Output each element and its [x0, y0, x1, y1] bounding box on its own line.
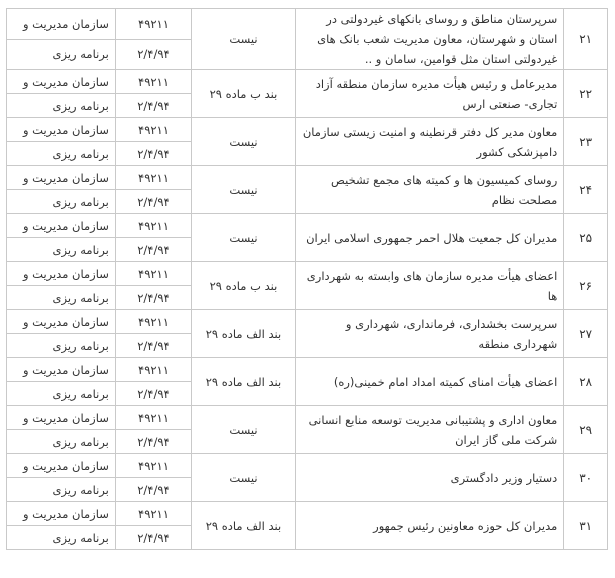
date-cell: ۲/۴/۹۴: [115, 478, 191, 502]
organization-cell-line2: برنامه ریزی: [7, 142, 116, 166]
position-title-cell: دستیار وزیر دادگستری: [295, 454, 563, 502]
position-title-cell: مدیران کل حوزه معاونین رئیس جمهور: [295, 502, 563, 550]
row-number-cell: ۲۷: [564, 310, 608, 358]
table-row: [7, 502, 608, 526]
date-cell: ۲/۴/۹۴: [115, 430, 191, 454]
organization-cell-line1: سازمان مدیریت و: [7, 118, 116, 142]
law-clause-cell: بند ب ماده ۲۹: [192, 262, 296, 310]
row-number-cell: ۳۰: [564, 454, 608, 502]
row-number-cell: ۲۶: [564, 262, 608, 310]
table-row: [7, 118, 608, 142]
date-cell: ۲/۴/۹۴: [115, 190, 191, 214]
table-row: [7, 406, 608, 430]
date-cell: ۲/۴/۹۴: [115, 142, 191, 166]
organization-cell-line1: سازمان مدیریت و: [7, 9, 116, 40]
law-clause-cell: نیست: [192, 406, 296, 454]
law-clause-cell: بند الف ماده ۲۹: [192, 310, 296, 358]
organization-cell-line1: سازمان مدیریت و: [7, 358, 116, 382]
organization-cell-line2: برنامه ریزی: [7, 382, 116, 406]
table-row: [7, 358, 608, 382]
letter-number-cell: ۴۹۲۱۱: [115, 118, 191, 142]
date-cell: ۲/۴/۹۴: [115, 334, 191, 358]
organization-cell-line1: سازمان مدیریت و: [7, 454, 116, 478]
letter-number-cell: ۴۹۲۱۱: [115, 70, 191, 94]
date-cell: ۲/۴/۹۴: [115, 94, 191, 118]
position-title-cell: اعضای هیأت مدیره سازمان های وابسته به شهرداری ها: [295, 262, 563, 310]
organization-cell-line2: برنامه ریزی: [7, 526, 116, 550]
table-body: [7, 9, 608, 550]
letter-number-cell: ۴۹۲۱۱: [115, 9, 191, 40]
organization-cell-line2: برنامه ریزی: [7, 478, 116, 502]
row-number-cell: ۲۲: [564, 70, 608, 118]
table-row: [7, 70, 608, 94]
organization-cell-line1: سازمان مدیریت و: [7, 70, 116, 94]
organization-cell-line1: سازمان مدیریت و: [7, 262, 116, 286]
letter-number-cell: ۴۹۲۱۱: [115, 166, 191, 190]
organization-cell-line1: سازمان مدیریت و: [7, 502, 116, 526]
law-clause-cell: بند الف ماده ۲۹: [192, 502, 296, 550]
letter-number-cell: ۴۹۲۱۱: [115, 214, 191, 238]
row-number-cell: ۲۳: [564, 118, 608, 166]
officials-table: [6, 8, 608, 550]
organization-cell-line1: سازمان مدیریت و: [7, 214, 116, 238]
organization-cell-line1: سازمان مدیریت و: [7, 166, 116, 190]
organization-cell-line2: برنامه ریزی: [7, 286, 116, 310]
law-clause-cell: نیست: [192, 214, 296, 262]
date-cell: ۲/۴/۹۴: [115, 526, 191, 550]
organization-cell-line2: برنامه ریزی: [7, 238, 116, 262]
law-clause-cell: نیست: [192, 166, 296, 214]
law-clause-cell: بند ب ماده ۲۹: [192, 70, 296, 118]
position-title-cell: معاون مدیر کل دفتر قرنطینه و امنیت زیستی سازمان دامپزشکی کشور: [295, 118, 563, 166]
letter-number-cell: ۴۹۲۱۱: [115, 454, 191, 478]
position-title-cell: سرپرست بخشداری، فرمانداری، شهرداری و شهرداری منطقه: [295, 310, 563, 358]
row-number-cell: ۲۸: [564, 358, 608, 406]
table-row: [7, 262, 608, 286]
row-number-cell: ۳۱: [564, 502, 608, 550]
organization-cell-line1: سازمان مدیریت و: [7, 310, 116, 334]
table-row: [7, 9, 608, 40]
letter-number-cell: ۴۹۲۱۱: [115, 406, 191, 430]
organization-cell-line2: برنامه ریزی: [7, 334, 116, 358]
organization-cell-line2: برنامه ریزی: [7, 190, 116, 214]
date-cell: ۲/۴/۹۴: [115, 382, 191, 406]
table-row: [7, 214, 608, 238]
law-clause-cell: بند الف ماده ۲۹: [192, 358, 296, 406]
law-clause-cell: نیست: [192, 454, 296, 502]
position-title-cell: مدیران کل جمعیت هلال احمر جمهوری اسلامی ایران: [295, 214, 563, 262]
letter-number-cell: ۴۹۲۱۱: [115, 358, 191, 382]
letter-number-cell: ۴۹۲۱۱: [115, 502, 191, 526]
law-clause-cell: نیست: [192, 9, 296, 70]
organization-cell-line2: برنامه ریزی: [7, 39, 116, 70]
position-title-cell: روسای کمیسیون ها و کمیته های مجمع تشخیص مصلحت نظام: [295, 166, 563, 214]
row-number-cell: ۲۹: [564, 406, 608, 454]
law-clause-cell: نیست: [192, 118, 296, 166]
table-row: [7, 454, 608, 478]
position-title-cell: مدیرعامل و رئیس هیأت مدیره سازمان منطقه آزاد تجاری- صنعتی ارس: [295, 70, 563, 118]
table-row: [7, 166, 608, 190]
organization-cell-line2: برنامه ریزی: [7, 94, 116, 118]
date-cell: ۲/۴/۹۴: [115, 39, 191, 70]
row-number-cell: ۲۴: [564, 166, 608, 214]
row-number-cell: ۲۱: [564, 9, 608, 70]
table-row: [7, 310, 608, 334]
date-cell: ۲/۴/۹۴: [115, 238, 191, 262]
position-title-cell: اعضای هیأت امنای کمیته امداد امام خمینی(ره): [295, 358, 563, 406]
organization-cell-line2: برنامه ریزی: [7, 430, 116, 454]
organization-cell-line1: سازمان مدیریت و: [7, 406, 116, 430]
date-cell: ۲/۴/۹۴: [115, 286, 191, 310]
row-number-cell: ۲۵: [564, 214, 608, 262]
letter-number-cell: ۴۹۲۱۱: [115, 262, 191, 286]
position-title-cell: سرپرستان مناطق و روسای بانکهای غیردولتی در استان و شهرستان، معاون مدیریت شعب بانک های غیردولتی استان مثل قوامین، سامان و ..: [295, 9, 563, 70]
letter-number-cell: ۴۹۲۱۱: [115, 310, 191, 334]
position-title-cell: معاون اداری و پشتیبانی مدیریت توسعه منابع انسانی شرکت ملی گاز ایران: [295, 406, 563, 454]
